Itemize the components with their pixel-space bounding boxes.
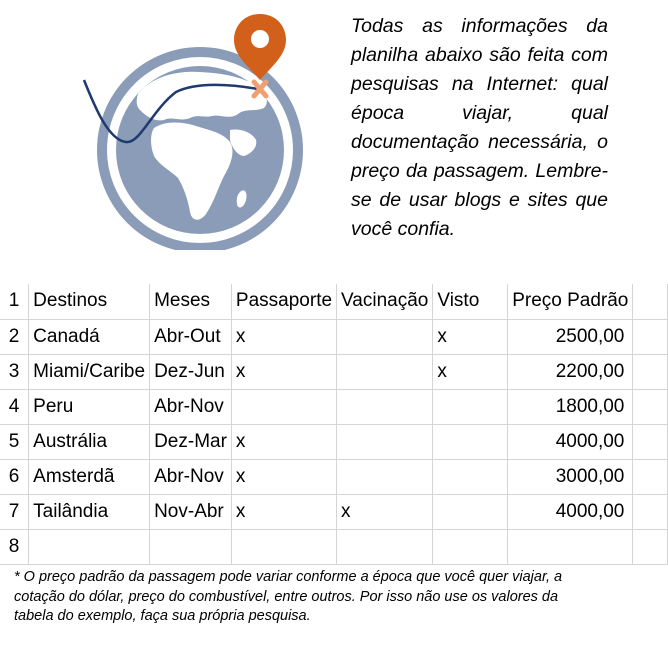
table-cell[interactable] [508,529,633,564]
row-number[interactable]: 3 [0,354,29,389]
column-header-cell[interactable]: Visto [433,284,508,319]
column-header-cell[interactable]: Destinos [29,284,150,319]
table-cell[interactable] [337,319,433,354]
table-cell[interactable]: Austrália [29,424,150,459]
table-cell[interactable] [231,529,336,564]
table-cell[interactable] [337,529,433,564]
table-cell[interactable] [433,529,508,564]
empty-cell[interactable] [633,389,668,424]
table-cell[interactable]: Dez-Jun [150,354,232,389]
empty-cell[interactable] [633,424,668,459]
table-cell[interactable] [337,459,433,494]
table-cell[interactable]: Canadá [29,319,150,354]
row-number[interactable]: 1 [0,284,29,319]
table-cell[interactable] [337,354,433,389]
table-row [0,529,668,564]
empty-cell[interactable] [633,529,668,564]
empty-cell[interactable] [633,319,668,354]
table-cell[interactable]: x [231,459,336,494]
row-number[interactable]: 2 [0,319,29,354]
row-number[interactable]: 5 [0,424,29,459]
table-row [0,389,668,424]
table-cell[interactable]: x [231,319,336,354]
table-cell[interactable]: 1800,00 [508,389,633,424]
table-row [0,424,668,459]
table-cell[interactable]: Peru [29,389,150,424]
globe-icon [80,10,320,250]
empty-cell[interactable] [633,284,668,319]
empty-cell[interactable] [633,494,668,529]
table-cell[interactable]: Abr-Out [150,319,232,354]
table-cell[interactable]: Abr-Nov [150,459,232,494]
table-cell[interactable]: Nov-Abr [150,494,232,529]
table-row [0,494,668,529]
table-cell[interactable]: 3000,00 [508,459,633,494]
table-cell[interactable] [150,529,232,564]
column-header-cell[interactable]: Passaporte [231,284,336,319]
empty-cell[interactable] [633,459,668,494]
footnote: * O preço padrão da passagem pode variar conforme a época que você quer viajar, a cotação do dólar, preço do combustível, entre outros. Por isso não use os valores da tabela do exemplo, faça sua própria pesquisa. [14,569,563,624]
table-cell[interactable]: x [433,354,508,389]
table-cell[interactable]: x [231,354,336,389]
column-header-cell[interactable]: Meses [150,284,232,319]
spreadsheet [0,284,668,565]
table-cell[interactable] [433,494,508,529]
table-row [0,459,668,494]
table-cell[interactable]: Tailândia [29,494,150,529]
table-cell[interactable] [433,389,508,424]
table-cell[interactable]: Amsterdã [29,459,150,494]
table-cell[interactable] [433,424,508,459]
table-cell[interactable]: x [337,494,433,529]
table-cell[interactable] [433,459,508,494]
table-cell[interactable]: Miami/Caribe [29,354,150,389]
table-row [0,354,668,389]
column-header-cell[interactable]: Vacinação [337,284,433,319]
table-cell[interactable]: 2200,00 [508,354,633,389]
table-cell[interactable] [337,424,433,459]
table-cell[interactable] [231,389,336,424]
row-number[interactable]: 6 [0,459,29,494]
table-cell[interactable]: Dez-Mar [150,424,232,459]
row-number[interactable]: 7 [0,494,29,529]
table-cell[interactable]: x [231,424,336,459]
sheet-header-row [0,284,668,319]
table-cell[interactable]: 2500,00 [508,319,633,354]
table-cell[interactable]: x [433,319,508,354]
row-number[interactable]: 4 [0,389,29,424]
table-cell[interactable]: 4000,00 [508,424,633,459]
row-number[interactable]: 8 [0,529,29,564]
column-header-cell[interactable]: Preço Padrão [508,284,633,319]
table-cell[interactable]: 4000,00 [508,494,633,529]
table-cell[interactable] [29,529,150,564]
table-cell[interactable] [337,389,433,424]
table-cell[interactable]: x [231,494,336,529]
intro-text: Todas as informações da planilha abaixo são feita com pesquisas na Internet: qual época viajar, qual documentação necessária, o preço da passagem. Lembre-se de usar blogs e sites que você confia. [351,15,608,240]
table-row [0,319,668,354]
table-cell[interactable]: Abr-Nov [150,389,232,424]
empty-cell[interactable] [633,354,668,389]
